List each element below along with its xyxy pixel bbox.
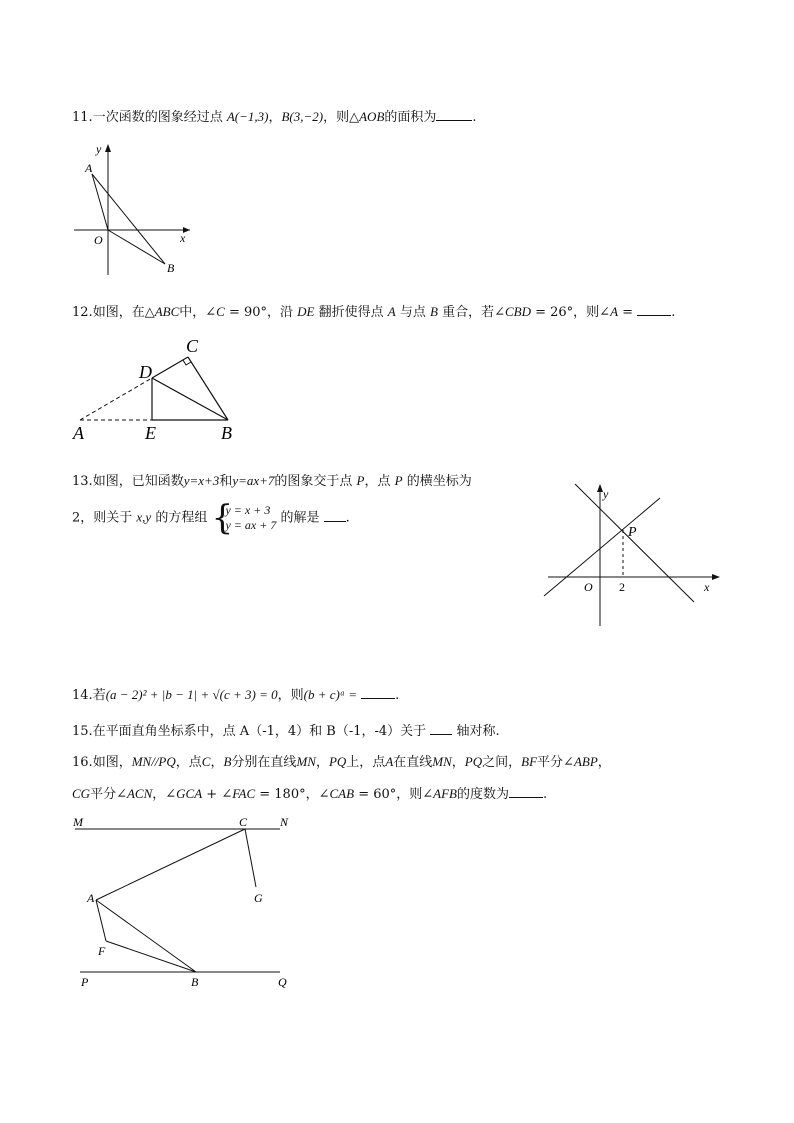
q12-text-g: = 26°，则∠ bbox=[530, 305, 611, 320]
q13-line1-c: 的图象交于点 bbox=[274, 474, 357, 489]
q12-angle-c: C bbox=[216, 304, 225, 319]
q16-angle-fac: FAC bbox=[232, 786, 256, 801]
q11-text-a: 一次函数的图象经过点 bbox=[92, 110, 223, 125]
q12-end: . bbox=[671, 305, 676, 320]
q12-fig-b: B bbox=[221, 423, 232, 443]
q16-fig-m: M bbox=[73, 815, 83, 829]
q16-fig-p: P bbox=[81, 975, 89, 989]
q16-line2-g: 的度数为 bbox=[456, 787, 509, 802]
q12-text-a: 如图，在△ bbox=[92, 305, 155, 320]
q16-point-c: C bbox=[201, 754, 211, 769]
q13-line2-b: 的方程组 bbox=[151, 510, 208, 526]
q16-point-a: A bbox=[385, 754, 394, 769]
q16-fig-a: A bbox=[87, 891, 95, 905]
q13-line1-a: 如图，已知函数 bbox=[92, 474, 184, 489]
q13-brace: { bbox=[211, 498, 234, 538]
q16-line2-f: = 60°，则∠ bbox=[354, 787, 434, 802]
q13-line1-d: ，点 bbox=[364, 474, 395, 489]
q12-fig-a: A bbox=[73, 423, 84, 443]
q16-line1-d: 分别在直线 bbox=[231, 755, 297, 770]
q13-figure bbox=[540, 480, 730, 630]
q11-sep: ， bbox=[268, 110, 282, 125]
q11-point-a: A(−1,3) bbox=[226, 109, 269, 124]
q16-pq: PQ bbox=[328, 754, 347, 769]
q16-angle-acn: ACN bbox=[126, 786, 153, 801]
q11-point-b: B(3,−2) bbox=[281, 109, 324, 124]
q12-fig-c: C bbox=[186, 336, 199, 356]
q15-answer-blank bbox=[430, 722, 452, 735]
q12-fold-line: DE bbox=[297, 304, 315, 319]
q12-text-f: 重合，若∠ bbox=[437, 305, 505, 320]
q15-text: 15.在平面直角坐标系中，点 A（-1，4）和 B（-1，-4）关于 bbox=[72, 724, 427, 739]
q12-figure bbox=[70, 335, 250, 445]
q16-line1-f: 上，点 bbox=[346, 755, 386, 770]
q13-function-1: y=x+3 bbox=[183, 473, 220, 488]
q16-line1-h: ， bbox=[451, 755, 465, 770]
q12-point-b: B bbox=[430, 304, 438, 319]
q16-line1-g: 在直线 bbox=[393, 755, 433, 770]
q12-angle-a: A bbox=[610, 304, 619, 319]
q16-line1-k: ， bbox=[597, 755, 611, 770]
q12-text-h: = bbox=[618, 305, 638, 320]
q13-line1-e: 的横坐标为 bbox=[402, 474, 472, 489]
q11-text-c: 的面积为 bbox=[384, 110, 437, 125]
q12-text-b: 中，∠ bbox=[179, 305, 217, 320]
q16-answer-blank bbox=[509, 785, 543, 798]
q13-function-2: y=ax+7 bbox=[232, 473, 275, 488]
q16-line1-j: 平分∠ bbox=[537, 755, 574, 770]
question-13-line-2 bbox=[72, 498, 350, 538]
q16-line1-a: 如图， bbox=[92, 755, 132, 770]
q16-fig-b: B bbox=[191, 975, 199, 989]
q16-angle-gca: GCA bbox=[176, 786, 203, 801]
question-15 bbox=[72, 722, 500, 741]
q13-number: 13. bbox=[72, 474, 93, 489]
q13-equation-2: y = ax + 7 bbox=[225, 518, 277, 532]
q16-line1-e: ， bbox=[315, 755, 329, 770]
q16-bf: BF bbox=[521, 754, 538, 769]
q12-text-d: 翻折使得点 bbox=[314, 305, 388, 320]
question-16-line-2 bbox=[72, 785, 547, 804]
q14-answer-blank bbox=[361, 686, 395, 699]
q11-number: 11. bbox=[72, 110, 93, 125]
q13-fig-y: y bbox=[603, 487, 609, 501]
q14-text-b: ，则 bbox=[277, 688, 304, 703]
q16-mn-2: MN bbox=[432, 754, 452, 769]
q16-cg: CG bbox=[72, 786, 91, 801]
q12-triangle: ABC bbox=[154, 304, 180, 319]
question-14 bbox=[72, 686, 399, 705]
q16-end: . bbox=[543, 787, 548, 802]
q16-angle-abp: ABP bbox=[573, 754, 598, 769]
q14-expression: (a − 2)² + |b − 1| + √(c + 3) = 0 bbox=[105, 687, 278, 702]
q12-fig-d: D bbox=[139, 362, 152, 382]
q16-line1-i: 之间， bbox=[482, 755, 522, 770]
q16-pq-2: PQ bbox=[464, 754, 483, 769]
q14-end: . bbox=[395, 688, 400, 703]
q12-fig-e: E bbox=[145, 423, 156, 443]
q11-end: . bbox=[472, 110, 477, 125]
q13-fig-p: P bbox=[628, 525, 637, 540]
q13-equation-system bbox=[211, 498, 277, 538]
q13-line2-a: 2，则关于 bbox=[72, 510, 137, 526]
q16-fig-q: Q bbox=[278, 975, 287, 989]
q16-parallel: MN//PQ bbox=[131, 754, 176, 769]
q16-fig-n: N bbox=[280, 815, 289, 829]
question-11 bbox=[72, 108, 477, 127]
q16-line1-c: ， bbox=[210, 755, 224, 770]
q16-fig-c: C bbox=[239, 815, 248, 829]
q11-triangle: AOB bbox=[359, 109, 385, 124]
q16-fig-g: G bbox=[254, 891, 263, 905]
q13-answer-blank bbox=[324, 509, 346, 522]
q12-point-a: A bbox=[387, 304, 396, 319]
q16-line2-c: ，∠ bbox=[152, 787, 177, 802]
q16-figure bbox=[70, 812, 300, 997]
q11-text-b: ，则△ bbox=[323, 110, 360, 125]
q12-answer-blank bbox=[637, 303, 671, 316]
q13-vars: x,y bbox=[136, 509, 152, 525]
q14-expression-2: (b + c)ᵃ = bbox=[303, 687, 358, 702]
q11-answer-blank bbox=[436, 108, 472, 121]
q16-line2-b: 平分∠ bbox=[90, 787, 127, 802]
q13-point-p: P bbox=[356, 473, 365, 488]
q13-point-p-2: P bbox=[394, 473, 403, 488]
q13-line1-b: 和 bbox=[219, 474, 233, 489]
q13-fig-2: 2 bbox=[619, 580, 625, 594]
q16-angle-cab: CAB bbox=[329, 786, 355, 801]
q16-mn: MN bbox=[296, 754, 316, 769]
q15-end: 轴对称. bbox=[456, 724, 500, 739]
q11-fig-b: B bbox=[167, 261, 175, 275]
q14-text-a: 若 bbox=[92, 688, 106, 703]
q13-equation-1: y = x + 3 bbox=[225, 503, 271, 517]
q16-angle-afb: AFB bbox=[433, 786, 457, 801]
q16-point-b: B bbox=[223, 754, 232, 769]
question-12 bbox=[72, 303, 675, 322]
q11-fig-o: O bbox=[94, 233, 103, 247]
q13-line2-c: 的解是 bbox=[280, 510, 320, 526]
q13-fig-o: O bbox=[584, 580, 593, 594]
q12-text-c: = 90°，沿 bbox=[224, 305, 298, 320]
q16-line2-e: = 180°，∠ bbox=[255, 787, 330, 802]
q13-end: . bbox=[345, 510, 350, 526]
q12-number: 12. bbox=[72, 305, 93, 320]
q12-angle-cbd: CBD bbox=[504, 304, 531, 319]
q16-fig-f: F bbox=[98, 944, 106, 958]
question-16-line-1 bbox=[72, 753, 611, 772]
q12-text-e: 与点 bbox=[395, 305, 430, 320]
q11-fig-y: y bbox=[96, 142, 102, 156]
question-13-line-1 bbox=[72, 472, 472, 491]
q11-figure bbox=[70, 140, 200, 280]
q16-line2-d: + ∠ bbox=[202, 787, 233, 802]
q14-number: 14. bbox=[72, 688, 93, 703]
q16-number: 16. bbox=[72, 755, 93, 770]
q11-fig-a: A bbox=[85, 161, 93, 175]
q11-fig-x: x bbox=[180, 231, 186, 245]
q16-line1-b: ，点 bbox=[175, 755, 202, 770]
q13-fig-x: x bbox=[704, 580, 710, 594]
